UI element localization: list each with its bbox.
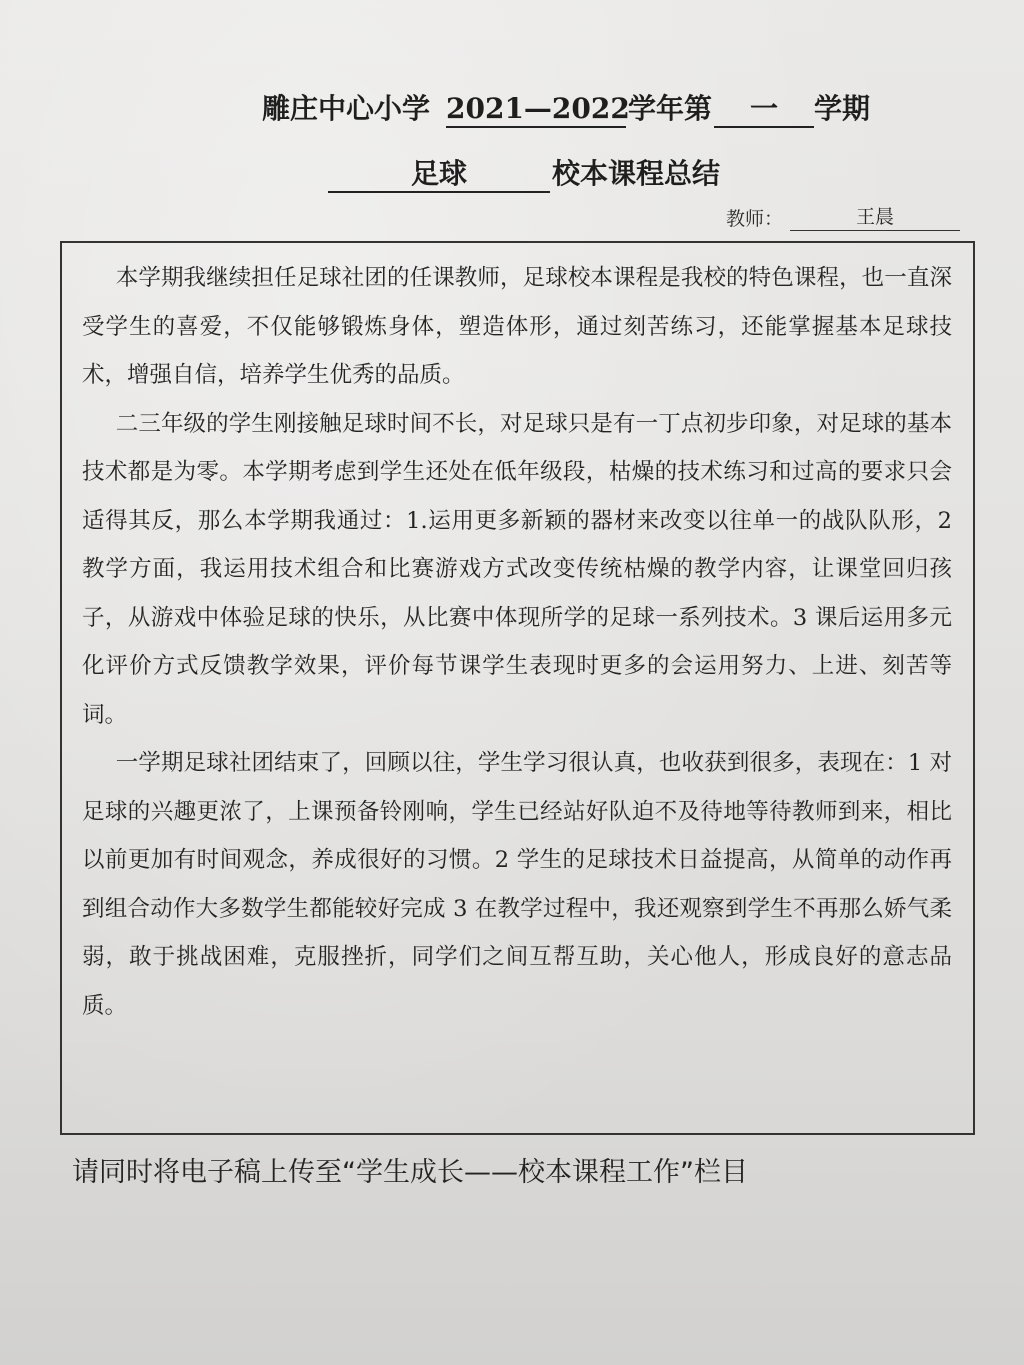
summary-paragraph: 一学期足球社团结束了，回顾以往，学生学习很认真，也收获到很多，表现在：1 对足球的兴趣更浓了，上课预备铃刚响，学生已经站好队迫不及待地等待教师到来，相比以前更加有时间观念，养成很好的习惯。2 学生的足球技术日益提高，从简单的动作再到组合动作大多数学生都能较好完成 3 在教学过程中，我还观察到学生不再那么娇气柔弱，敢于挑战困难，克服挫折，同学们之间互帮互助，关心他人，形成良好的意志品质。 [82, 750, 952, 1019]
summary-body [82, 254, 952, 1030]
course-title-suffix: 校本课程总结 [552, 157, 721, 190]
upload-note: 请同时将电子稿上传至“学生成长——校本课程工作”栏目 [72, 1157, 748, 1188]
school-year: 2021—2022 [446, 92, 626, 128]
course-subject: 足球 [328, 157, 550, 193]
summary-paragraph: 本学期我继续担任足球社团的任课教师，足球校本课程是我校的特色课程，也一直深受学生的喜爱，不仅能够锻炼身体，塑造体形，通过刻苦练习，还能掌握基本足球技术，增强自信，培养学生优秀的品质。 [82, 265, 952, 388]
term-number: 一 [714, 92, 814, 128]
teacher-row [726, 204, 894, 231]
teacher-name: 王晨 [790, 204, 960, 231]
school-name: 雕庄中心小学 [262, 92, 431, 125]
teacher-label: 教师： [726, 208, 784, 230]
summary-paragraph: 二三年级的学生刚接触足球时间不长，对足球只是有一丁点初步印象，对足球的基本技术都是为零。本学期考虑到学生还处在低年级段，枯燥的技术练习和过高的要求只会适得其反，那么本学期我通过：1.运用更多新颖的器材来改变以往单一的战队队形，2 教学方面，我运用技术组合和比赛游戏方式改变传统枯燥的教学内容，让课堂回归孩子，从游戏中体验足球的快乐，从比赛中体现所学的足球一系列技术。3 课后运用多元化评价方式反馈教学效果，评价每节课学生表现时更多的会运用努力、上进、刻苦等词。 [82, 410, 952, 728]
term-suffix: 学期 [814, 92, 871, 125]
school-year-suffix: 学年第 [628, 92, 713, 125]
